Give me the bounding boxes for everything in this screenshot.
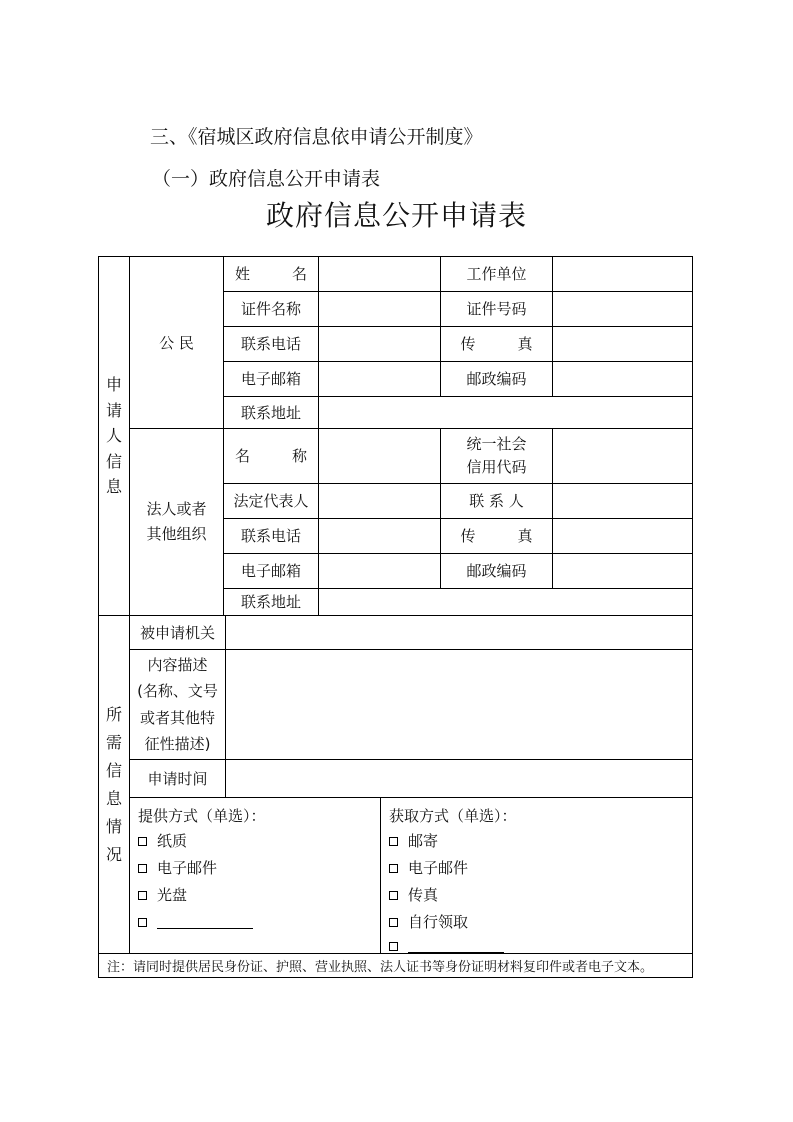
- citizen-email-label: 电子邮箱: [223, 361, 319, 397]
- org-name-field[interactable]: [318, 428, 441, 484]
- checkbox-icon[interactable]: [389, 942, 398, 951]
- checkbox-icon[interactable]: [138, 918, 147, 927]
- citizen-id-name-field[interactable]: [318, 291, 441, 327]
- form-note: 注：请同时提供居民身份证、护照、营业执照、法人证书等身份证明材料复印件或者电子文本。: [98, 953, 693, 978]
- org-phone-field[interactable]: [318, 518, 441, 554]
- org-postcode-field[interactable]: [552, 553, 693, 589]
- checkbox-icon[interactable]: [138, 837, 147, 846]
- org-contact-person-label: 联 系 人: [440, 483, 553, 519]
- org-email-field[interactable]: [318, 553, 441, 589]
- obtain-option-pickup[interactable]: 自行领取: [389, 909, 692, 936]
- fill-in-blank[interactable]: [408, 940, 504, 953]
- content-description-label: 内容描述 (名称、文号 或者其他特 征性描述): [129, 649, 226, 760]
- org-name-label: 名 称: [223, 428, 319, 484]
- obtain-method-section: [380, 797, 693, 954]
- provide-method-section: [129, 797, 381, 954]
- org-address-label: 联系地址: [223, 588, 319, 616]
- target-agency-label: 被申请机关: [129, 615, 226, 650]
- org-legal-rep-field[interactable]: [318, 483, 441, 519]
- citizen-fax-field[interactable]: [552, 326, 693, 362]
- citizen-address-field[interactable]: [318, 396, 693, 429]
- provide-option-disc[interactable]: 光盘: [138, 882, 380, 909]
- obtain-option-email[interactable]: 电子邮件: [389, 855, 692, 882]
- fill-in-blank[interactable]: [157, 916, 253, 929]
- citizen-address-label: 联系地址: [223, 396, 319, 429]
- application-time-field[interactable]: [225, 759, 693, 798]
- org-contact-person-field[interactable]: [552, 483, 693, 519]
- org-credit-code-label: 统一社会 信用代码: [440, 428, 553, 484]
- form-title: 政府信息公开申请表: [265, 199, 527, 232]
- citizen-id-name-label: 证件名称: [223, 291, 319, 327]
- citizen-label: 公 民: [129, 256, 224, 429]
- checkbox-icon[interactable]: [138, 891, 147, 900]
- provide-option-other[interactable]: [138, 909, 380, 936]
- checkbox-icon[interactable]: [389, 837, 398, 846]
- section-heading: 三、《宿城区政府信息依申请公开制度》: [150, 126, 483, 148]
- org-legal-rep-label: 法定代表人: [223, 483, 319, 519]
- org-phone-label: 联系电话: [223, 518, 319, 554]
- application-time-label: 申请时间: [129, 759, 226, 798]
- citizen-email-field[interactable]: [318, 361, 441, 397]
- requested-info-label: 所 需 信 息 情 况: [98, 615, 130, 954]
- content-description-field[interactable]: [225, 649, 693, 760]
- citizen-work-unit-label: 工作单位: [440, 256, 553, 292]
- target-agency-field[interactable]: [225, 615, 693, 650]
- checkbox-icon[interactable]: [389, 864, 398, 873]
- citizen-postcode-field[interactable]: [552, 361, 693, 397]
- org-credit-code-field[interactable]: [552, 428, 693, 484]
- citizen-phone-field[interactable]: [318, 326, 441, 362]
- provide-option-email[interactable]: 电子邮件: [138, 855, 380, 882]
- obtain-method-title: 获取方式（单选）：: [389, 807, 517, 825]
- application-form-table: [98, 256, 693, 978]
- org-email-label: 电子邮箱: [223, 553, 319, 589]
- citizen-id-number-label: 证件号码: [440, 291, 553, 327]
- org-address-field[interactable]: [318, 588, 693, 616]
- org-fax-field[interactable]: [552, 518, 693, 554]
- applicant-info-label: 申 请 人 信 息: [98, 256, 130, 616]
- citizen-name-field[interactable]: [318, 256, 441, 292]
- org-fax-label: 传 真: [440, 518, 553, 554]
- org-postcode-label: 邮政编码: [440, 553, 553, 589]
- organization-label: 法人或者 其他组织: [129, 428, 224, 616]
- provide-method-title: 提供方式（单选）：: [138, 807, 266, 825]
- citizen-name-label: 姓 名: [223, 256, 319, 292]
- checkbox-icon[interactable]: [138, 864, 147, 873]
- obtain-option-fax[interactable]: 传真: [389, 882, 692, 909]
- citizen-work-unit-field[interactable]: [552, 256, 693, 292]
- citizen-fax-label: 传 真: [440, 326, 553, 362]
- obtain-option-mail[interactable]: 邮寄: [389, 828, 692, 855]
- citizen-phone-label: 联系电话: [223, 326, 319, 362]
- subsection-heading: （一）政府信息公开申请表: [152, 168, 381, 190]
- provide-option-paper[interactable]: 纸质: [138, 828, 380, 855]
- checkbox-icon[interactable]: [389, 891, 398, 900]
- checkbox-icon[interactable]: [389, 918, 398, 927]
- citizen-postcode-label: 邮政编码: [440, 361, 553, 397]
- citizen-id-number-field[interactable]: [552, 291, 693, 327]
